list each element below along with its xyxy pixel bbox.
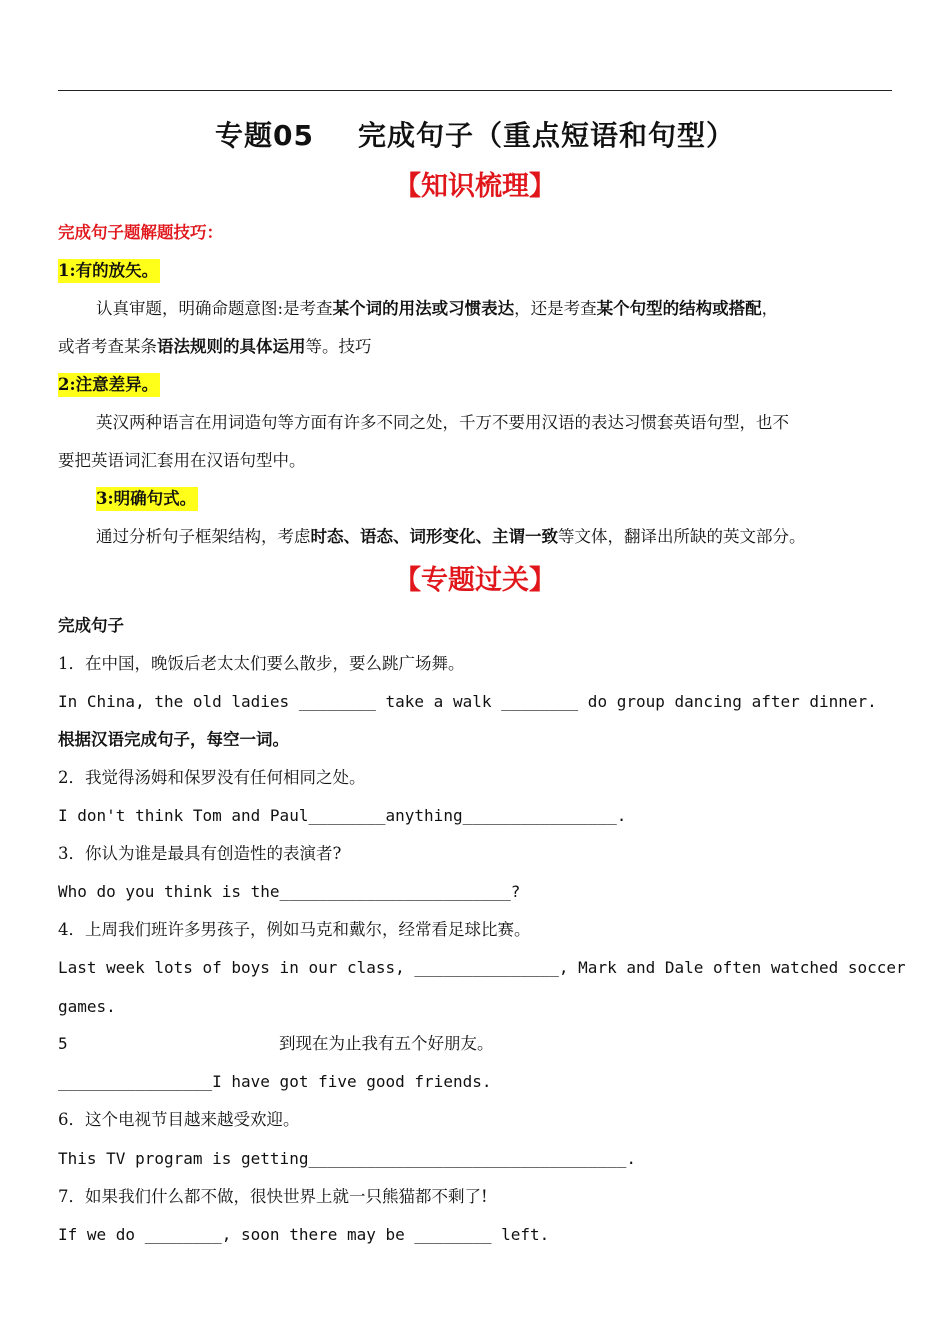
tip3-label: 3:明确句式。	[96, 487, 198, 511]
q2-chinese: 2．我觉得汤姆和保罗没有任何相同之处。	[58, 768, 366, 787]
tip2-line2: 要把英语词汇套用在汉语句型中。	[58, 451, 306, 470]
q6-chinese: 6．这个电视节目越来越受欢迎。	[58, 1110, 300, 1129]
section-heading-practice: 【专题过关】	[394, 565, 556, 596]
q5-english: ________________I have got five good friends.	[58, 1072, 492, 1091]
q2-english: I don't think Tom and Paul________anything________________.	[58, 806, 627, 825]
q4-english-line2: games.	[58, 997, 116, 1016]
tip1-line1: 认真审题，明确命题意图:是考查某个词的用法或习惯表达，还是考查某个句型的结构或搭配，	[96, 299, 779, 318]
tips-heading: 完成句子题解题技巧：	[58, 223, 223, 242]
section-heading-knowledge: 【知识梳理】	[394, 171, 556, 202]
q4-english-line1: Last week lots of boys in our class, _______________, Mark and Dale often watched soccer	[58, 958, 906, 977]
q1-english: In China, the old ladies ________ take a walk ________ do group dancing after dinner.	[58, 692, 877, 711]
title-name: 完成句子（重点短语和句型）	[357, 119, 735, 152]
q3-english: Who do you think is the________________________?	[58, 882, 521, 901]
tip2-label: 2:注意差异。	[58, 373, 160, 397]
tip3-line: 通过分析句子框架结构，考虑时态、语态、词形变化、主谓一致等文体，翻译出所缺的英文部分。	[96, 527, 806, 546]
q5-number: 5	[58, 1034, 68, 1053]
tip2-line1: 英汉两种语言在用词造句等方面有许多不同之处，千万不要用汉语的表达习惯套英语句型，也不	[96, 413, 789, 432]
q3-chinese: 3．你认为谁是最具有创造性的表演者?	[58, 844, 342, 863]
tip1-line2: 或者考查某条语法规则的具体运用等。技巧	[58, 337, 372, 356]
q4-chinese: 4．上周我们班许多男孩子，例如马克和戴尔，经常看足球比赛。	[58, 920, 531, 939]
q6-english: This TV program is getting_________________________________.	[58, 1149, 636, 1168]
tip1-label: 1:有的放矢。	[58, 259, 160, 283]
q7-chinese: 7．如果我们什么都不做，很快世界上就一只熊猫都不剩了!	[58, 1187, 488, 1206]
q5-chinese: 到现在为止我有五个好朋友。	[279, 1034, 494, 1053]
page-title	[0, 116, 950, 156]
q1-chinese: 1．在中国，晚饭后老太太们要么散步，要么跳广场舞。	[58, 654, 465, 673]
header-rule	[58, 90, 892, 91]
q7-english: If we do ________, soon there may be ________ left.	[58, 1225, 550, 1244]
exercises-heading: 完成句子	[58, 616, 124, 635]
instruction: 根据汉语完成句子，每空一词。	[58, 730, 289, 749]
title-code: 专题05	[215, 119, 314, 152]
